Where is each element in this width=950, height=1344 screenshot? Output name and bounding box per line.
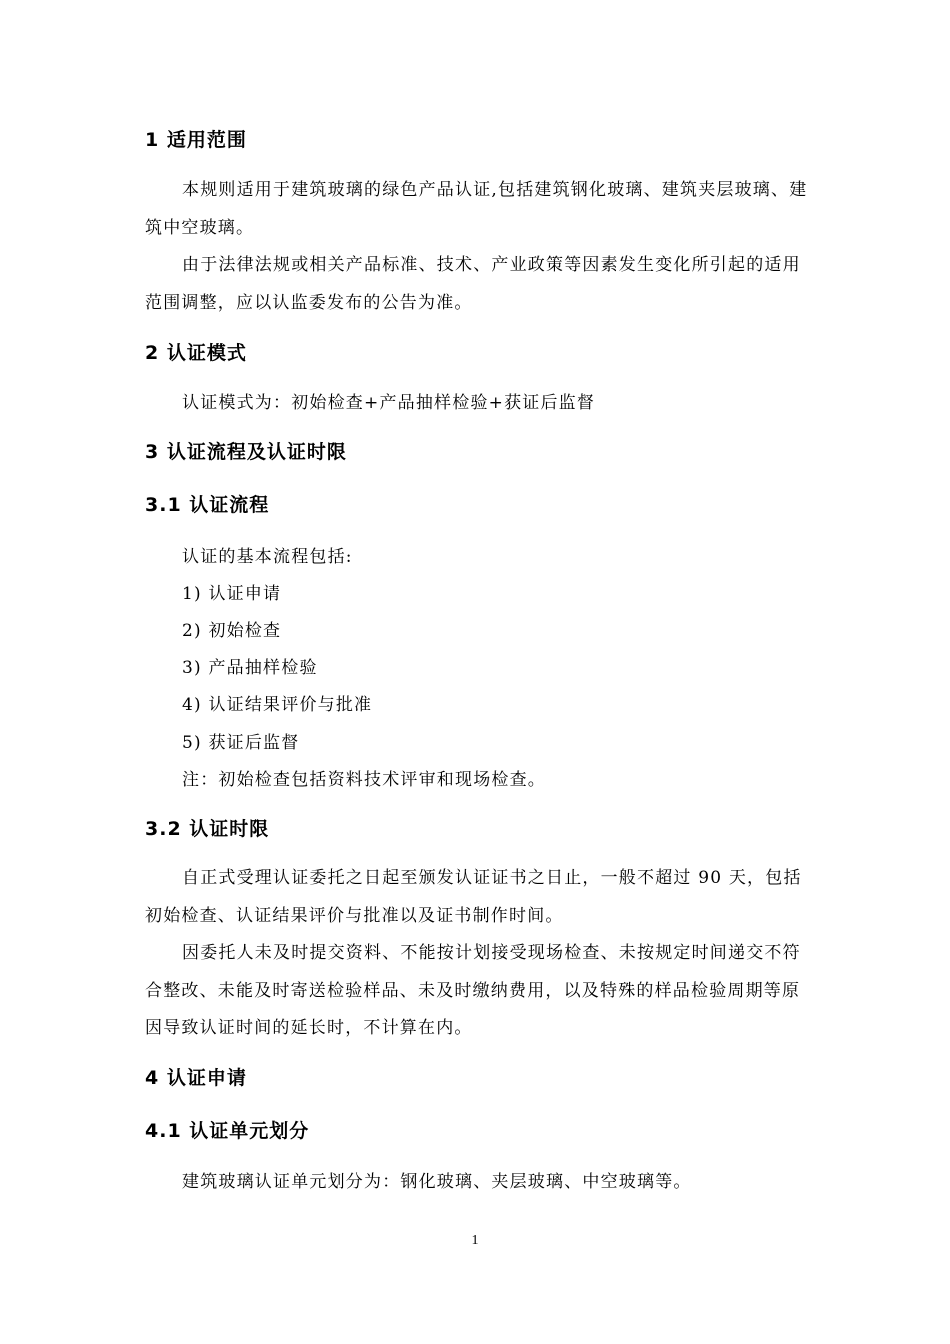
section-heading-3-2: 3.2 认证时限 bbox=[145, 818, 270, 840]
section-heading-2: 2 认证模式 bbox=[145, 342, 247, 364]
note: 注：初始检查包括资料技术评审和现场检查。 bbox=[182, 770, 546, 790]
paragraph: 自正式受理认证委托之日起至颁发认证证书之日止，一般不超过 90 天，包括初始检查、认证结果评价与批准以及证书制作时间。 bbox=[145, 868, 802, 926]
section-heading-4-1: 4.1 认证单元划分 bbox=[145, 1120, 310, 1142]
list-item: 1) 认证申请 bbox=[182, 584, 282, 604]
list-intro: 认证的基本流程包括: bbox=[182, 547, 353, 567]
list-item: 4) 认证结果评价与批准 bbox=[182, 695, 373, 715]
list-item: 3) 产品抽样检验 bbox=[182, 658, 318, 678]
list-item: 5) 获证后监督 bbox=[182, 733, 300, 753]
paragraph: 由于法律法规或相关产品标准、技术、产业政策等因素发生变化所引起的适用范围调整，应以认监委发布的公告为准。 bbox=[145, 255, 801, 313]
paragraph: 认证模式为：初始检查+产品抽样检验+获证后监督 bbox=[182, 393, 596, 413]
paragraph: 本规则适用于建筑玻璃的绿色产品认证,包括建筑钢化玻璃、建筑夹层玻璃、建筑中空玻璃。 bbox=[145, 180, 808, 238]
paragraph: 因委托人未及时提交资料、不能按计划接受现场检查、未按规定时间递交不符合整改、未能及时寄送检验样品、未及时缴纳费用，以及特殊的样品检验周期等原因导致认证时间的延长时，不计算在内。 bbox=[145, 943, 801, 1038]
page-number: 1 bbox=[471, 1233, 479, 1248]
list-item: 2) 初始检查 bbox=[182, 621, 282, 641]
paragraph: 建筑玻璃认证单元划分为：钢化玻璃、夹层玻璃、中空玻璃等。 bbox=[182, 1172, 692, 1192]
section-heading-3-1: 3.1 认证流程 bbox=[145, 494, 270, 516]
section-heading-1: 1 适用范围 bbox=[145, 129, 247, 151]
section-heading-4: 4 认证申请 bbox=[145, 1067, 247, 1089]
section-heading-3: 3 认证流程及认证时限 bbox=[145, 441, 347, 463]
